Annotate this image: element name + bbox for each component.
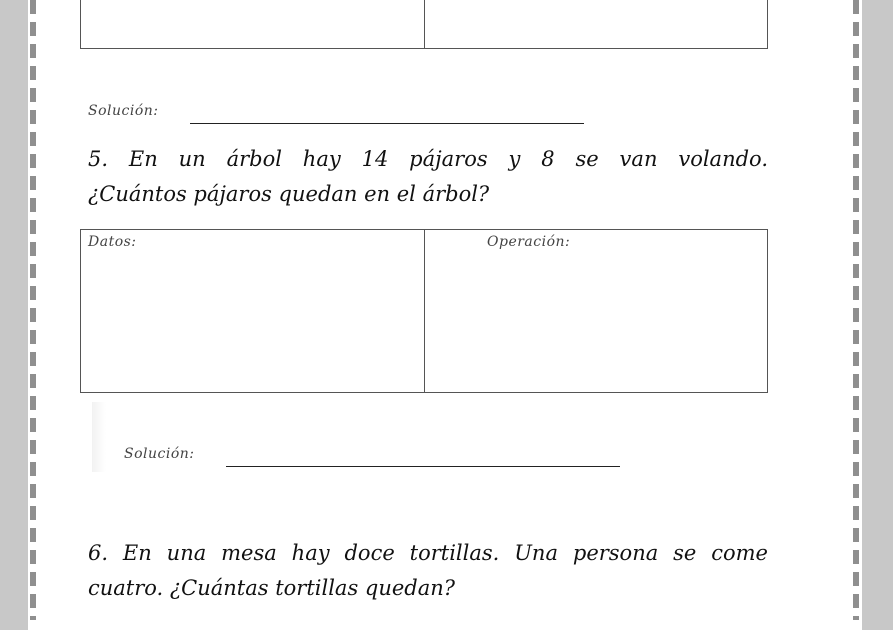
problem-5 [88,142,768,212]
page-border-right [853,0,859,620]
data-label: Datos: [88,234,137,250]
solution-line-4[interactable] [190,123,584,124]
solution-label-4: Solución: [88,103,159,119]
solution-line-5[interactable] [226,466,620,467]
scan-artifact [92,402,106,472]
problem-6-line-1: 6. En una mesa hay doce tortillas. Una persona se come [88,541,768,565]
problem-5-line-1: 5. En un árbol hay 14 pájaros y 8 se van volando. [88,147,768,171]
page-border-left [30,0,36,620]
problem-5-line-2: ¿Cuántos pájaros quedan en el árbol? [88,182,490,206]
previous-table [80,0,768,49]
table-problem-5 [80,229,768,393]
solution-label-5: Solución: [124,446,195,462]
table-5-divider [424,230,425,392]
problem-6-line-2: cuatro. ¿Cuántas tortillas quedan? [88,576,456,600]
operation-label: Operación: [487,234,571,250]
problem-6 [88,536,768,606]
previous-table-divider [424,0,425,48]
